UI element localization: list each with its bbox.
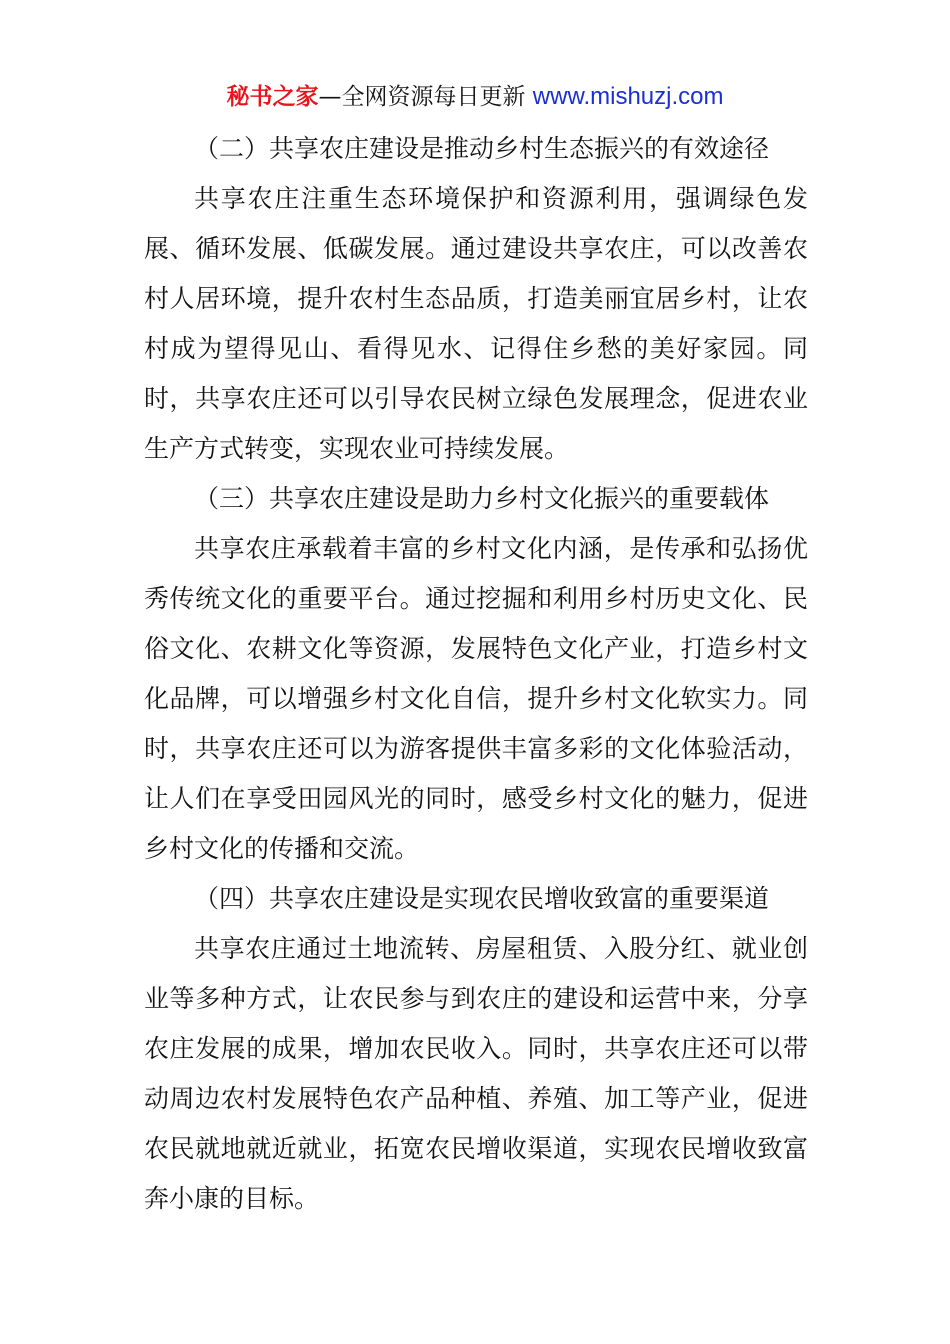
section-paragraph-4: 共享农庄通过土地流转、房屋租赁、入股分红、就业创业等多种方式，让农民参与到农庄的建设和运营中来，分享农庄发展的成果，增加农民收入。同时，共享农庄还可以带动周边农村发展特色农产品种植、养殖、加工等产业，促进农民就地就近就业，拓宽农民增收渠道，实现农民增收致富奔小康的目标。 <box>144 934 808 1213</box>
site-brand: 秘书之家 <box>226 84 319 110</box>
section-paragraph-3: 共享农庄承载着丰富的乡村文化内涵，是传承和弘扬优秀传统文化的重要平台。通过挖掘和利用乡村历史文化、民俗文化、农耕文化等资源，发展特色文化产业，打造乡村文化品牌，可以增强乡村文化自信，提升乡村文化软实力。同时，共享农庄还可以为游客提供丰富多彩的文化体验活动，让人们在享受田园风光的同时，感受乡村文化的魅力，促进乡村文化的传播和交流。 <box>144 534 808 863</box>
document-body <box>144 124 808 1224</box>
site-tagline: —全网资源每日更新 <box>318 84 526 110</box>
section-paragraph-2: 共享农庄注重生态环境保护和资源利用，强调绿色发展、循环发展、低碳发展。通过建设共享农庄，可以改善农村人居环境，提升农村生态品质，打造美丽宜居乡村，让农村成为望得见山、看得见水、记得住乡愁的美好家园。同时，共享农庄还可以引导农民树立绿色发展理念，促进农业生产方式转变，实现农业可持续发展。 <box>144 184 808 463</box>
section-heading-3: （三）共享农庄建设是助力乡村文化振兴的重要载体 <box>194 484 770 513</box>
site-header <box>0 80 950 114</box>
site-url-link[interactable]: www.mishuzj.com <box>532 83 724 110</box>
section-heading-4: （四）共享农庄建设是实现农民增收致富的重要渠道 <box>194 884 770 913</box>
section-heading-2: （二）共享农庄建设是推动乡村生态振兴的有效途径 <box>194 134 770 163</box>
